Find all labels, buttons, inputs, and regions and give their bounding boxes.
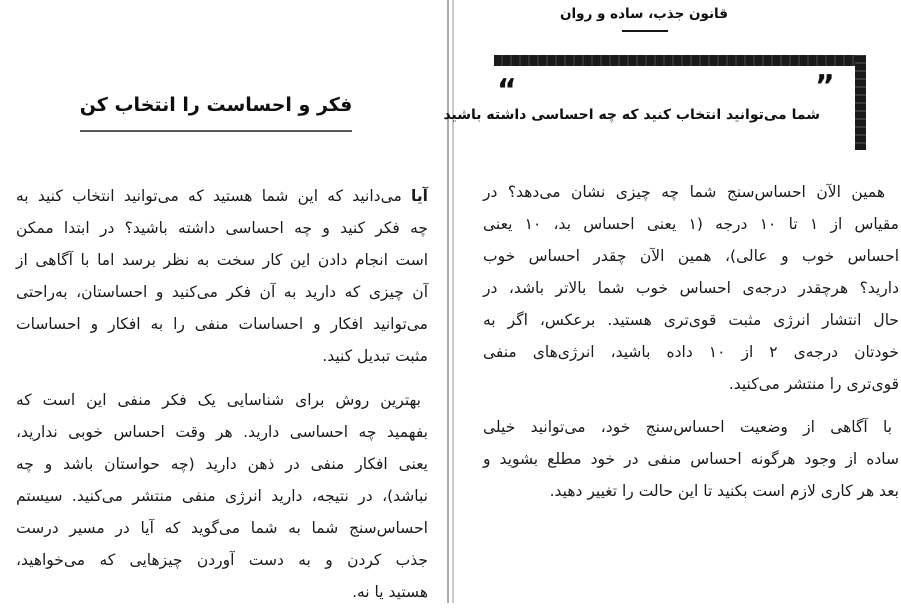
text-line: می‌توانید افکار و احساسات منفی را به افکار و احساسات [16,315,428,333]
text-line: خودتان درجه‌ی ۲ از ۱۰ داده باشید، انرژی‌های منفی [483,343,899,361]
quote-banner-top-bar [494,55,866,66]
paragraph-lead-word: آیا [411,187,428,205]
chapter-heading-underline [80,130,352,132]
text-line: همین الآن احساس‌سنج شما چه چیزی نشان می‌دهد؟ در [483,183,885,201]
left-page [16,0,428,603]
text-line: هستید یا نه. [352,583,428,601]
text-line: مثبت تبدیل کنید. [322,347,428,365]
text-line: مقیاس از ۱ تا ۱۰ درجه (۱ یعنی احساس بد، ۱۰ یعنی [483,215,899,233]
text-line: است انجام دادن این کار سخت به نظر برسد اما با آگاهی از [16,251,428,269]
text-line: آن چیزی که دارید به آن فکر می‌کنید و احساستان، به‌راحتی [16,283,428,301]
text-line: نباشد)، در نتیجه، دارید انرژی منفی منتشر می‌کنید. سیستم [16,487,428,505]
paragraph [483,411,899,507]
paragraph [16,384,428,608]
text-line: یعنی افکار منفی در ذهن دارید (چه حواستان باشد و چه [16,455,428,473]
running-head-underline [622,30,668,32]
text-line: ساده از وجود هرگونه احساس منفی در خود مطلع بشوید و [483,450,899,468]
text-line: چه فکر کنید و چه احساسی داشته باشید؟ در ابتدا ممکن [16,219,428,237]
text-line: احساس خوب و عالی)، همین الآن چقدر احساس خوب [483,247,899,265]
quote-banner-side-bar [855,55,866,150]
left-page-body [16,180,428,608]
text-line: قوی‌تری را منتشر می‌کنید. [728,375,899,393]
close-quote-icon: “ [497,73,517,108]
text-line-rest: می‌دانید که این شما هستید که می‌توانید انتخاب کنید به [16,187,412,205]
text-line: احساس‌سنج شما به شما می‌گوید که آیا در مسیر درست [16,519,428,537]
page-gutter-line [447,0,449,603]
chapter-heading: فکر و احساست را انتخاب کن [79,94,353,116]
right-page-body [483,176,899,507]
text-line: بهترین روش برای شناسایی یک فکر منفی این است که [16,391,421,409]
text-line: بفهمید چه احساسی دارید. هر وقت احساس خوبی ندارید، [16,423,428,441]
text-line: دارید؟ هرچقدر درجه‌ی احساس خوب شما بالاتر باشد، در [483,279,899,297]
open-quote-icon: ” [815,69,835,104]
pull-quote-text: شما می‌توانید انتخاب کنید که چه احساسی داشته باشید [443,107,820,123]
running-head-title: قانون جذب، ساده و روان [560,6,728,22]
text-line [16,180,428,212]
text-line: جذب کردن و به دست آوردن چیزهایی که می‌خواهید، [16,551,428,569]
paragraph [16,180,428,372]
text-line: بعد هر کاری لازم است بکنید تا این حالت را تغییر دهید. [549,482,899,500]
paragraph [483,176,899,400]
right-page [443,0,899,603]
page-gutter-line [452,0,454,603]
text-line: حال انتشار انرژی مثبت قوی‌تری هستید. برعکس، اگر به [483,311,899,329]
text-line: با آگاهی از وضعیت احساس‌سنج خود، می‌توانید خیلی [483,418,892,436]
